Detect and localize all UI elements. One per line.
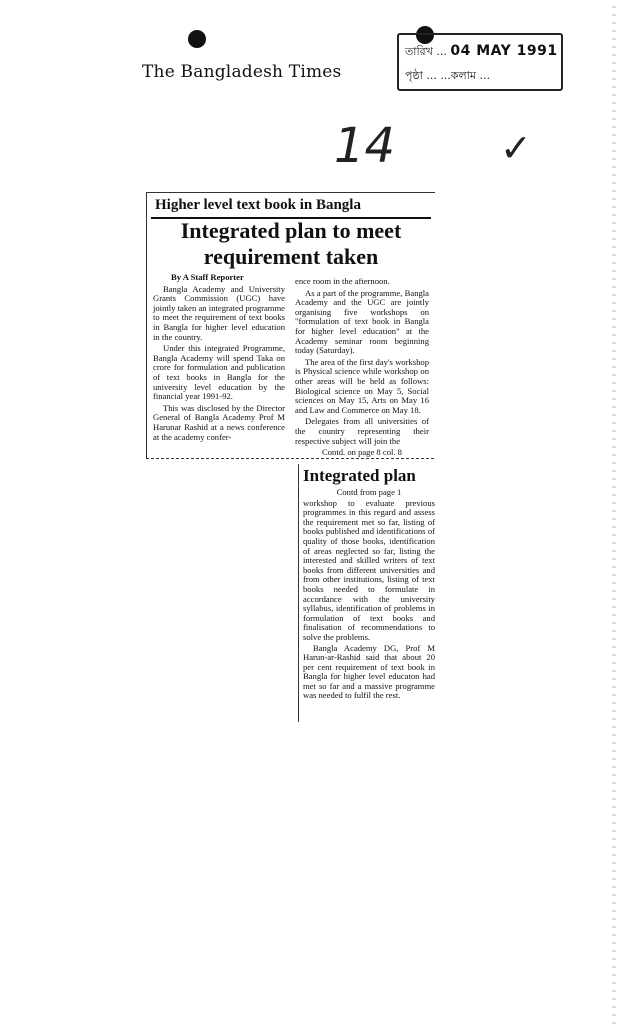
continued-from-note: Contd from page 1 xyxy=(336,487,402,497)
article-kicker: Higher level text book in Bangla xyxy=(155,197,361,213)
byline: By A Staff Reporter xyxy=(171,272,244,282)
date-stamp xyxy=(397,33,563,91)
scan-edge-noise xyxy=(612,0,616,1024)
stamp-page-label: পৃষ্ঠা ... xyxy=(405,69,437,82)
headline-line-1: Integrated plan to meet xyxy=(180,218,402,243)
punch-hole-left xyxy=(188,30,206,48)
continuation-body xyxy=(303,488,435,702)
continued-note: Contd. on page 8 col. 8 xyxy=(322,447,402,458)
paragraph-lead: ence room in the afternoon. xyxy=(295,276,390,286)
article-column-2 xyxy=(295,277,429,460)
stamp-date-label: তারিখ ... xyxy=(405,45,447,58)
handwritten-page-number: 14 xyxy=(334,118,396,174)
newspaper-masthead: The Bangladesh Times xyxy=(142,62,342,82)
paragraph: Bangla Academy DG, Prof M Harun-ar-Rashid said that about 20 per cent requirement of text book in Bangla for higher level educaton had met so far and a massive programme was needed to fulfil the rest. xyxy=(303,642,435,701)
paragraph: The area of the first day's workshop is Physical science while workshop on other areas will be held as follows: Biological science on May 5, Social sciences on May 15, Arts on May 16 and Law and Commerce on May 18. xyxy=(295,356,429,415)
stamp-date: 04 MAY 1991 xyxy=(450,43,558,59)
paragraph: Bangla Academy and University Grants Commission (UGC) have jointly taken an integrated programme to meet the requirement of text books in Bangla for higher level education in the country. xyxy=(153,283,285,342)
continuation-clipping xyxy=(298,464,439,722)
continuation-title: Integrated plan xyxy=(303,466,416,485)
paragraph: workshop to evaluate previous programmes in this regard and assess the requirement met so far, listing of books published and identifications of quality of those books, identification of areas neglected so far, listing the interested and skilled writers of text books from different universities and from other institutions, listing of text books needed to formulate in accordance with the university syllabus, identification of problems in formulation of text books and finalisation of recommendations to solve the problems. xyxy=(303,497,435,642)
paragraph: Delegates from all universities of the country representing their respective subject will join the xyxy=(295,416,429,446)
clipping-cut-edge xyxy=(146,458,434,459)
handwritten-tick: ✓ xyxy=(500,126,532,170)
paragraph: As a part of the programme, Bangla Academy and the UGC are jointly organising five workshops on "formulation of text book in Bangla for higher level education" at the Academy seminar room beginning today (Saturday). xyxy=(295,287,429,356)
headline-line-2: requirement taken xyxy=(203,244,379,269)
paragraph: This was disclosed by the Director General of Bangla Academy Prof M Harunar Rashid at a news conference at the academy confer- xyxy=(153,402,285,442)
stamp-col-label: ...কলাম ... xyxy=(440,69,490,82)
paragraph: Under this integrated Programme, Bangla Academy will spend Taka on crore for formulation and publication of text books in Bangla for the university level education by the financial year 1991-92. xyxy=(153,343,285,402)
article-clipping xyxy=(146,192,435,459)
article-column-1 xyxy=(153,273,285,444)
